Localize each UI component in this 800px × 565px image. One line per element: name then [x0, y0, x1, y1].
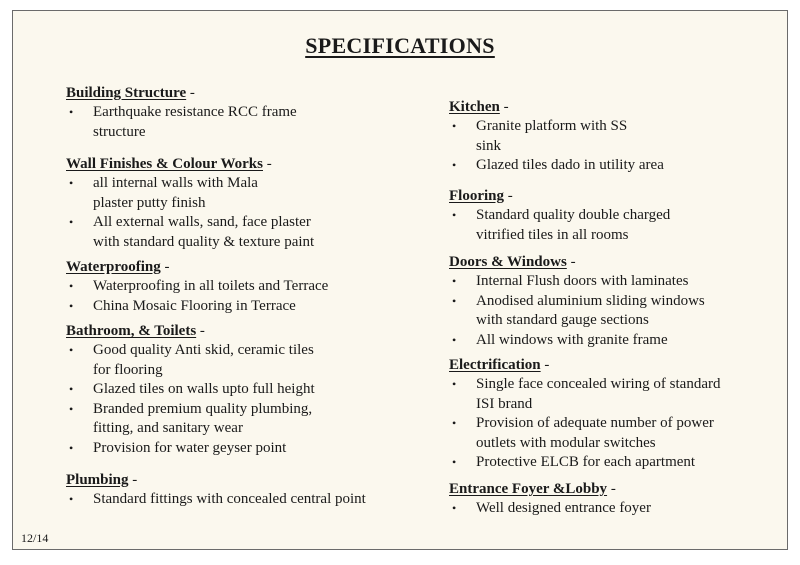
list-item-text: Branded premium quality plumbing,	[93, 400, 313, 417]
section-heading	[66, 258, 406, 277]
list-item-text: sink	[476, 137, 502, 154]
bullet-icon: •	[69, 492, 74, 506]
section-heading	[449, 253, 779, 272]
list-item-text: outlets with modular switches	[476, 434, 656, 451]
section-heading-suffix: -	[128, 472, 138, 488]
list-item-text: Glazed tiles dado in utility area	[476, 157, 664, 173]
list-item	[66, 400, 406, 439]
list-item-text: Provision of adequate number of power	[476, 415, 714, 431]
list-item	[449, 117, 779, 156]
bullet-icon: •	[69, 298, 74, 313]
bullet-icon: •	[69, 382, 74, 396]
section-bathroom-toilets	[66, 322, 406, 458]
section-heading-suffix: -	[196, 323, 205, 339]
list-item-text: Single face concealed wiring of standard	[476, 376, 721, 392]
list-item	[449, 206, 779, 245]
section-heading-text: Doors & Windows	[449, 254, 567, 270]
section-heading-suffix: -	[263, 156, 272, 172]
list-item	[449, 331, 779, 351]
list-item-text: Glazed tiles on walls upto full height	[93, 381, 315, 397]
bullet-list	[449, 206, 779, 245]
list-item-text: structure	[93, 123, 146, 140]
section-heading-suffix: -	[186, 85, 195, 101]
section-heading-suffix: -	[160, 259, 170, 275]
section-kitchen	[449, 98, 779, 176]
list-item-text: Good quality Anti skid, ceramic tiles	[93, 342, 314, 358]
list-item-text: All external walls, sand, face plaster	[93, 214, 311, 230]
list-item-text: Standard quality double charged	[476, 207, 671, 223]
list-item	[449, 499, 779, 519]
section-heading-suffix: -	[499, 99, 509, 115]
list-item-text: vitrified tiles in all rooms	[476, 226, 629, 243]
section-waterproofing	[66, 258, 406, 316]
list-item-text: Provision for water geyser point	[93, 439, 287, 456]
list-item	[66, 380, 406, 400]
section-heading	[449, 356, 779, 375]
section-heading-suffix: -	[504, 188, 513, 204]
bullet-icon: •	[452, 416, 457, 430]
bullet-list	[449, 375, 779, 473]
section-heading-suffix: -	[607, 481, 616, 497]
list-item-text: Internal Flush doors with laminates	[476, 273, 689, 289]
list-item	[66, 277, 406, 297]
bullet-list	[449, 272, 779, 350]
list-item-text: China Mosaic Flooring in Terrace	[93, 297, 296, 314]
bullet-icon: •	[452, 119, 457, 133]
list-item-text: Earthquake resistance RCC frame	[93, 104, 297, 120]
bullet-list	[66, 341, 406, 458]
list-item-text: Standard fittings with concealed central point	[93, 491, 366, 507]
list-item	[66, 213, 406, 252]
list-item-text: Waterproofing in all toilets and Terrace	[93, 278, 329, 294]
section-heading	[449, 480, 779, 499]
bullet-icon: •	[452, 208, 457, 222]
list-item-text: Granite platform with SS	[476, 118, 628, 134]
bullet-icon: •	[452, 501, 457, 515]
list-item	[449, 375, 779, 414]
list-item-text: All windows with granite frame	[476, 331, 668, 348]
section-doors-windows	[449, 253, 779, 350]
section-heading-text: Bathroom, & Toilets	[66, 323, 197, 339]
section-flooring	[449, 187, 779, 245]
spec-page	[12, 10, 788, 550]
section-wall-finishes	[66, 155, 406, 252]
bullet-list	[66, 490, 406, 510]
bullet-list	[66, 277, 406, 316]
bullet-icon: •	[69, 440, 74, 455]
list-item-text: fitting, and sanitary wear	[93, 420, 243, 436]
list-item-text: plaster putty finish	[93, 194, 206, 211]
section-heading-text: Plumbing	[66, 472, 129, 488]
section-electrification	[449, 356, 779, 473]
bullet-icon: •	[452, 332, 457, 347]
page-title: SPECIFICATIONS	[305, 33, 495, 58]
bullet-list	[66, 103, 406, 142]
page-number: 12/14	[21, 531, 49, 545]
bullet-icon: •	[452, 293, 457, 308]
list-item	[66, 297, 406, 317]
list-item-text: with standard quality & texture paint	[93, 233, 315, 250]
section-heading-text: Wall Finishes & Colour Works	[66, 156, 263, 172]
section-heading	[66, 84, 406, 103]
section-heading-text: Entrance Foyer &Lobby	[449, 481, 608, 497]
list-item-text: Well designed entrance foyer	[476, 500, 651, 516]
section-heading	[449, 98, 779, 117]
bullet-icon: •	[69, 279, 74, 293]
section-heading	[66, 155, 406, 174]
list-item	[449, 156, 779, 176]
bullet-icon: •	[69, 176, 74, 190]
bullet-list	[449, 117, 779, 176]
section-heading-text: Flooring	[449, 188, 504, 204]
section-building-structure	[66, 84, 406, 142]
list-item	[66, 341, 406, 380]
bullet-icon: •	[69, 343, 74, 357]
list-item	[449, 453, 779, 473]
section-plumbing	[66, 471, 406, 510]
bullet-icon: •	[452, 158, 457, 172]
section-heading	[66, 471, 406, 490]
list-item	[449, 292, 779, 331]
section-heading-suffix: -	[566, 254, 576, 270]
bullet-icon: •	[452, 377, 457, 391]
section-heading-text: Building Structure	[66, 85, 187, 101]
list-item	[66, 174, 406, 213]
bullet-icon: •	[69, 105, 74, 119]
list-item-text: Protective ELCB for each apartment	[476, 454, 696, 470]
list-item	[66, 103, 406, 142]
section-entrance-foyer	[449, 480, 779, 519]
section-heading-text: Kitchen	[449, 99, 500, 115]
bullet-icon: •	[452, 455, 457, 469]
section-heading-text: Waterproofing	[66, 259, 161, 275]
section-heading	[449, 187, 779, 206]
list-item	[66, 490, 406, 510]
list-item-text: Anodised aluminium sliding windows	[476, 292, 705, 309]
bullet-icon: •	[69, 215, 74, 229]
list-item-text: for flooring	[93, 361, 163, 378]
list-item	[449, 414, 779, 453]
section-heading-suffix: -	[540, 357, 550, 373]
list-item	[66, 439, 406, 459]
section-heading-text: Electrification	[449, 357, 541, 373]
bullet-list	[449, 499, 779, 519]
list-item	[449, 272, 779, 292]
section-heading	[66, 322, 406, 341]
list-item-text: ISI brand	[476, 395, 533, 412]
list-item-text: all internal walls with Mala	[93, 175, 258, 191]
bullet-list	[66, 174, 406, 252]
bullet-icon: •	[452, 274, 457, 288]
bullet-icon: •	[69, 401, 74, 416]
list-item-text: with standard gauge sections	[476, 312, 649, 328]
